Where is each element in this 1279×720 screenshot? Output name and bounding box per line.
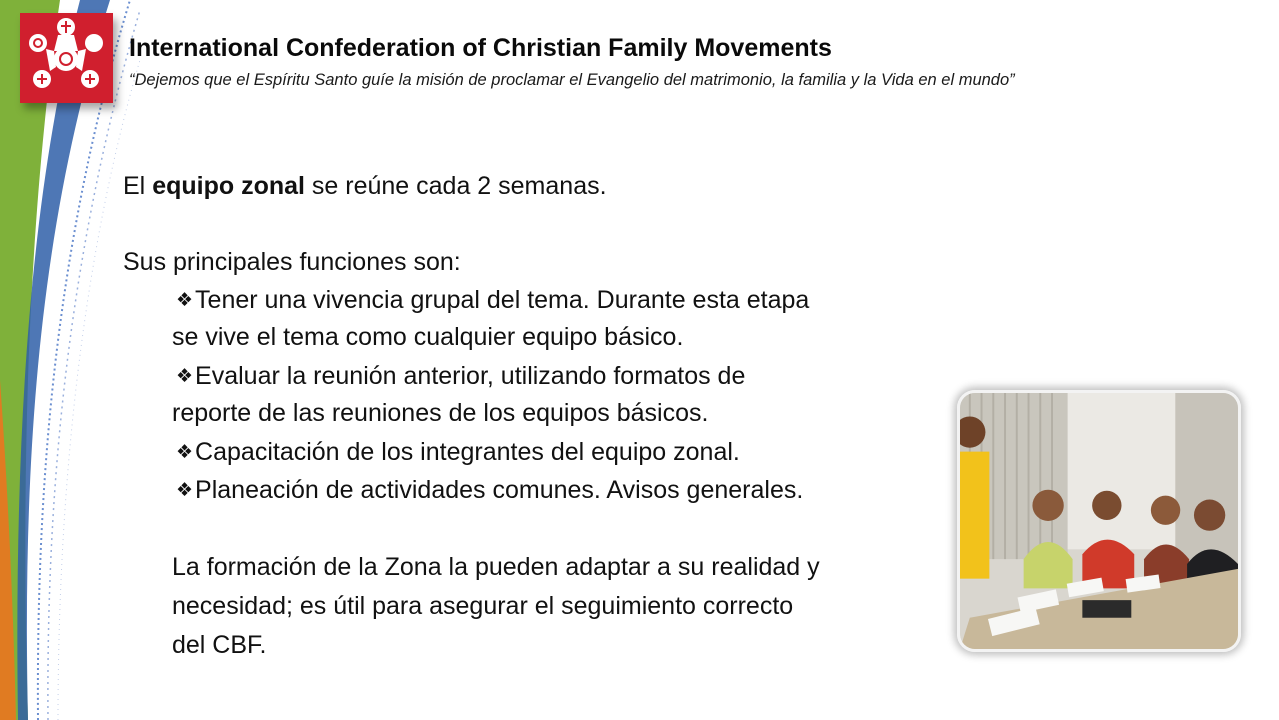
bullet-continuation: se vive el tema como cualquier equipo básico.: [172, 323, 684, 351]
meeting-photo: [957, 390, 1241, 652]
diamond-bullet-icon: ❖: [176, 442, 194, 463]
diamond-bullet-icon: ❖: [176, 366, 194, 387]
organization-motto: “Dejemos que el Espíritu Santo guíe la misión de proclamar el Evangelio del matrimonio, la familia y la Vida en el mundo”: [129, 71, 1015, 89]
intro-bold: equipo zonal: [152, 172, 305, 200]
closing-line: La formación de la Zona la pueden adaptar a su realidad y: [172, 553, 820, 581]
list-item: [176, 438, 740, 467]
list-item: [176, 286, 809, 315]
list-item: [176, 476, 803, 505]
bullet-text: Tener una vivencia grupal del tema. Durante esta etapa: [195, 286, 810, 314]
bullet-continuation: reporte de las reuniones de los equipos básicos.: [172, 399, 709, 427]
bullet-text: Capacitación de los integrantes del equipo zonal.: [195, 438, 740, 466]
closing-line: necesidad; es útil para asegurar el seguimiento correcto: [172, 592, 794, 620]
bullet-text: Planeación de actividades comunes. Avisos generales.: [195, 476, 804, 504]
functions-heading: Sus principales funciones son:: [123, 248, 461, 276]
intro-text: [123, 172, 607, 201]
organization-title: International Confederation of Christian Family Movements: [129, 34, 832, 62]
decorative-swoosh: [0, 0, 140, 720]
closing-line: del CBF.: [172, 631, 267, 659]
intro-prefix: El: [123, 172, 153, 200]
bullet-text: Evaluar la reunión anterior, utilizando formatos de: [195, 362, 746, 390]
diamond-bullet-icon: ❖: [176, 480, 194, 501]
intro-suffix: se reúne cada 2 semanas.: [304, 172, 607, 200]
diamond-bullet-icon: ❖: [176, 290, 194, 311]
ccfm-logo-icon: [20, 13, 113, 103]
list-item: [176, 362, 745, 391]
